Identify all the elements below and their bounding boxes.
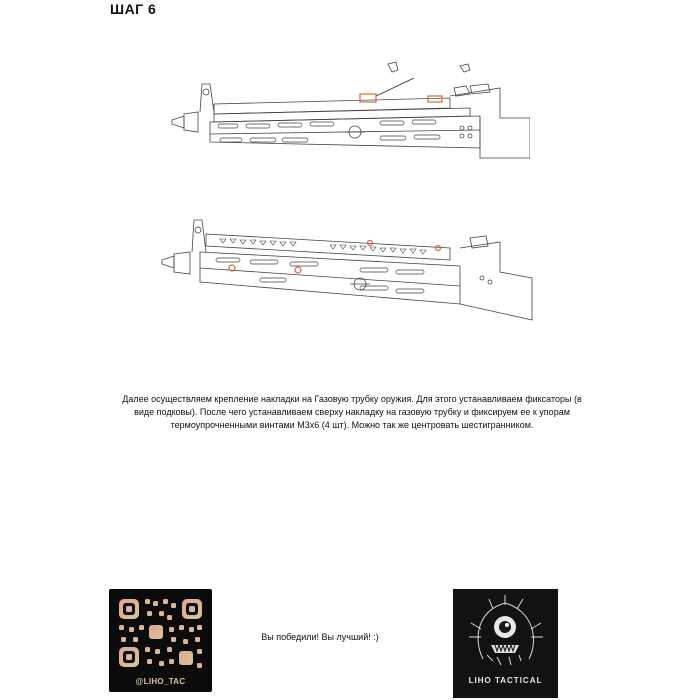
assembly-drawing-installed [160,212,535,324]
assembly-drawing-exploded [170,58,530,173]
instruction-paragraph: Далее осуществляем крепление накладки на Газовую трубку оружия. Для этого устанавливаем фиксаторы (в виде подковы). После чего устанавливаем сверху накладку на газовую трубку и фиксируем ее к упорам термоупрочненными винтами М3х6 (4 шт). Можно так же центровать шестигранником. [122,394,582,430]
qr-code-pattern [109,589,212,677]
step-title: ШАГ 6 [110,1,157,17]
brand-name: LIHO TACTICAL [468,676,543,685]
instagram-handle: @LIHO_TAC [135,677,186,686]
brand-logo [453,589,558,698]
cyclops-mascot-icon [453,589,558,675]
qr-code[interactable] [109,589,212,692]
closing-message: Вы победили! Вы лучший! :) [261,632,379,642]
